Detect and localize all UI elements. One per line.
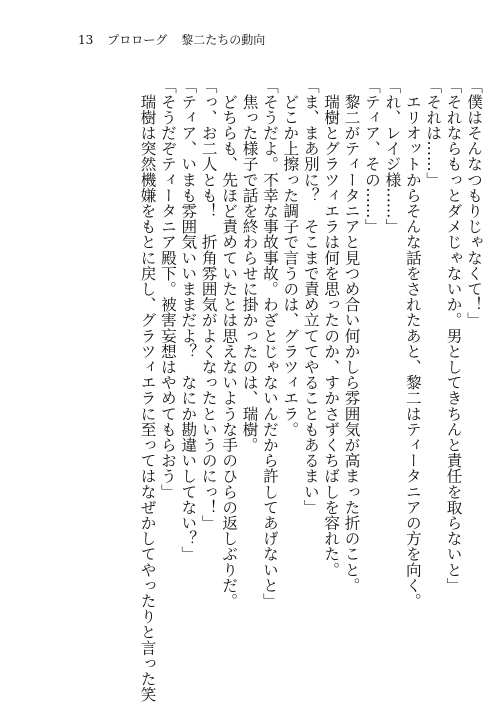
chapter-title: プロローグ [107, 33, 168, 47]
text-line-13: どちらも、先ほど責めていたとは思えないような手のひらの返しぶりだ。 [220, 78, 239, 609]
text-line-5: 「れ、レイジ様……」 [383, 78, 402, 234]
text-line-12: 焦った様子で話を終わらせに掛かったのは、瑞樹。 [240, 78, 259, 453]
text-line-4: エリオットからそんな話をされたあと、黎二はティータニアの方を向く。 [403, 78, 422, 609]
running-head [78, 33, 265, 47]
text-line-8: 瑞樹とグラツィエラは何を思ったのか、すかさずくちばしを容れた。 [322, 78, 341, 578]
text-line-3: 「それは……」 [424, 78, 443, 188]
page-number: 13 [78, 33, 94, 47]
text-line-16: 「そうだぞティータニア殿下。被害妄想はやめてもらおう」 [158, 78, 177, 500]
text-line-1: 「僕はそんなつもりじゃなくて！」 [465, 78, 483, 328]
text-line-14: 「っ、お二人とも！ 折角雰囲気がよくなったというのにっ！」 [199, 78, 218, 531]
text-line-11: 「そうだよ。不幸な事故事故。わざとじゃないんだから許してあげないと」 [260, 78, 279, 609]
section-title: 黎二たちの動向 [181, 33, 266, 47]
text-line-9: 「ま、まあ別に？ そこまで責め立ててやることもあるまい」 [301, 78, 320, 515]
text-line-10: どこか上擦った調子で言うのは、グラツィエラ。 [281, 78, 300, 437]
text-line-17: 瑞樹は突然機嫌をもとに戻し、グラツィエラに至ってはなぜかしてやったりと言った笑 [138, 78, 157, 702]
vertical-body-text [137, 78, 484, 702]
text-line-2: 「それならもっとダメじゃないか。男としてきちんと責任を取らないと」 [444, 78, 463, 593]
text-line-7: 黎二がティータニアと見つめ合い何かしら雰囲気が高まった折のこと。 [342, 78, 361, 593]
text-line-6: 「ティア、その……」 [362, 78, 381, 234]
text-line-15: 「ティア、いまも雰囲気いいままだよ？ なにか勘違いしてない？」 [179, 78, 198, 562]
